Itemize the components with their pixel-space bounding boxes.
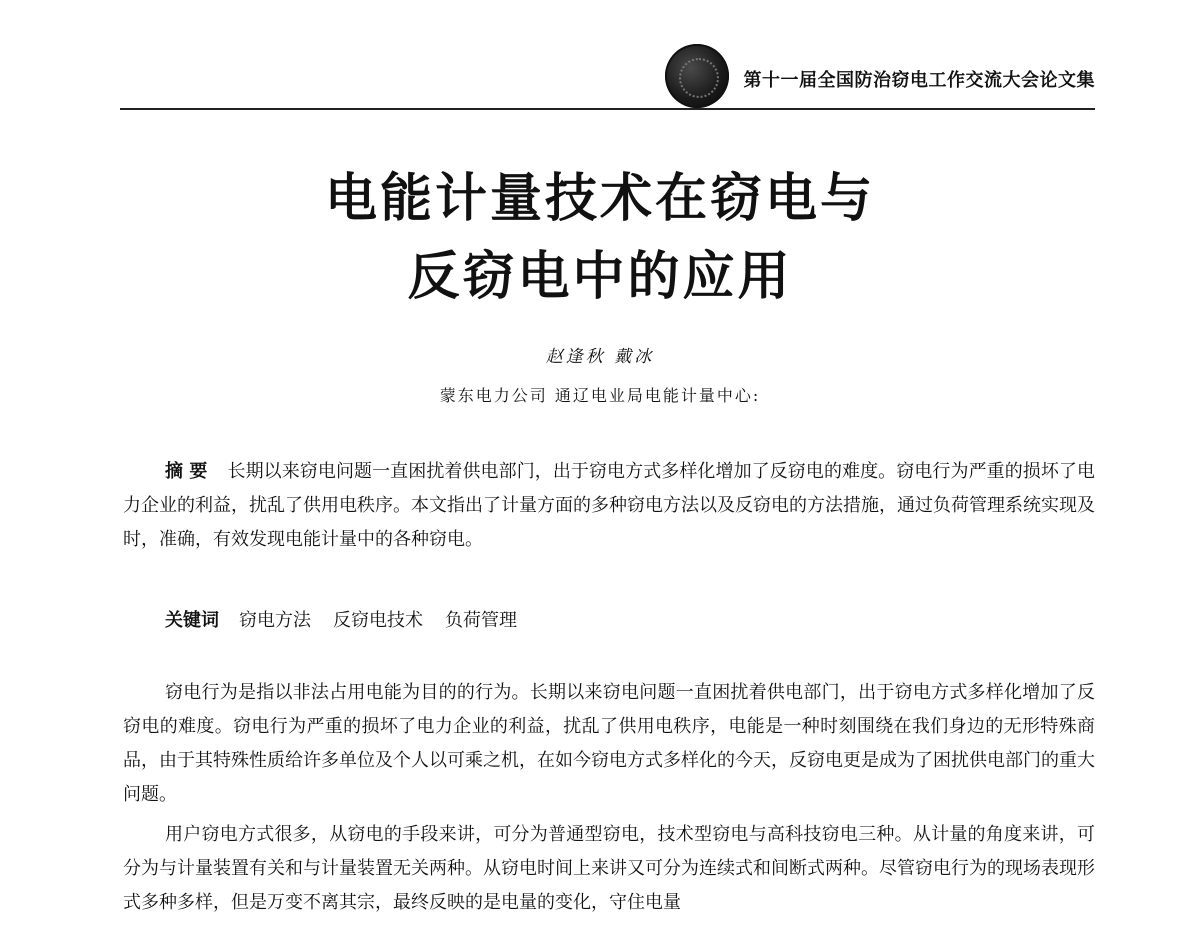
keywords (123, 604, 1095, 638)
body-paragraph-1: 窃电行为是指以非法占用电能为目的的行为。长期以来窃电问题一直困扰着供电部门，出于窃电方式多样化增加了反窃电的难度。窃电行为严重的损坏了电力企业的利益，扰乱了供用电秩序，电能是一种时刻围绕在我们身边的无形特殊商品，由于其特殊性质给许多单位及个人以可乘之机，在如今窃电方式多样化的今天，反窃电更是成为了困扰供电部门的重大问题。 (123, 682, 1095, 805)
keyword: 反窃电技术 (333, 610, 423, 631)
keywords-label: 关键词 (165, 610, 219, 631)
keyword: 负荷管理 (445, 610, 517, 631)
body-paragraph-2: 用户窃电方式很多，从窃电的手段来讲，可分为普通型窃电，技术型窃电与高科技窃电三种。从计量的角度来讲，可分为与计量装置有关和与计量装置无关两种。从窃电时间上来讲又可分为连续式和间断式两种。尽管窃电行为的现场表现形式多种多样，但是万变不离其宗，最终反映的是电量的变化，守住电量 (123, 824, 1095, 913)
abstract-text: 长期以来窃电问题一直困扰着供电部门，出于窃电方式多样化增加了反窃电的难度。窃电行为严重的损坏了电力企业的利益，扰乱了供用电秩序。本文指出了计量方面的多种窃电方法以及反窃电的方法措施，通过负荷管理系统实现及时，准确，有效发现电能计量中的各种窃电。 (123, 461, 1095, 550)
conference-title: 第十一届全国防治窃电工作交流大会论文集 (743, 70, 1095, 91)
paper-title (0, 160, 1200, 316)
authors: 赵逢秋 戴冰 (545, 347, 655, 367)
affiliation: 蒙东电力公司 通辽电业局电能计量中心: (439, 386, 761, 405)
conference-seal-logo (665, 44, 729, 108)
header-rule (120, 108, 1095, 110)
keyword: 窃电方法 (239, 610, 311, 631)
abstract (123, 455, 1095, 557)
title-line-1: 电能计量技术在窃电与 (324, 169, 875, 229)
title-line-2: 反窃电中的应用 (407, 247, 793, 307)
abstract-label: 摘 要 (165, 461, 208, 482)
running-header (120, 38, 1095, 110)
